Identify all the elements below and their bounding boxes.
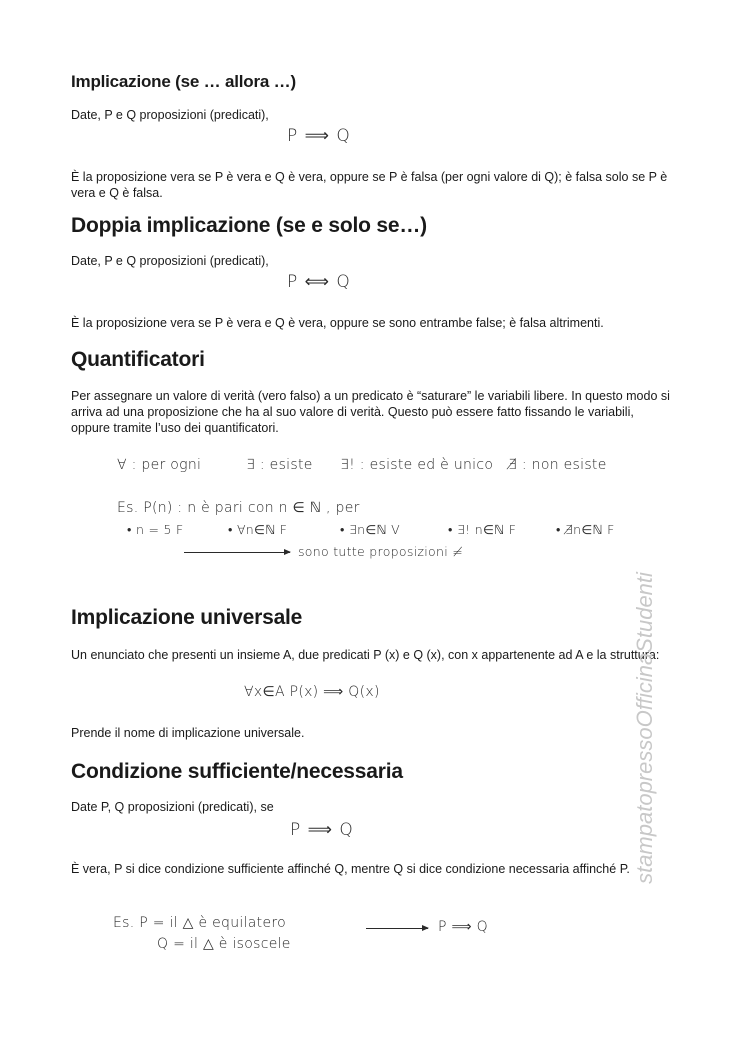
implicazione-formula: P ⟹ Q <box>287 126 351 146</box>
note-esiste: ∃ : esiste <box>246 457 313 473</box>
example-line-1: Es. P = il △ è equilatero <box>113 915 286 931</box>
watermark: stampatopressoOfficinaStudenti <box>632 572 657 884</box>
section-title-universale: Implicazione universale <box>71 606 303 629</box>
quantificatori-text: Per assegnare un valore di verità (vero falso) a un predicato è “saturare” le variabili libere. In questo modo si arriva ad una proposizione che ha al suo valore di verità. Questo può essere fatto fissando le variabili, oppure tramite l’uso dei quantificatori. <box>71 389 670 435</box>
implicazione-text: È la proposizione vera se P è vera e Q è vera, oppure se P è falsa (per ogni valore di Q); è falsa solo se P è vera e Q è falsa. <box>71 170 668 200</box>
condizione-intro: Date P, Q proposizioni (predicati), se <box>71 800 274 814</box>
note-item-3: • ∃n∈ℕ V <box>340 522 400 537</box>
note-esiste-unico: ∃! : esiste ed è unico <box>340 457 494 473</box>
section-title-quantificatori: Quantificatori <box>71 348 205 371</box>
section-title-doppia: Doppia implicazione (se e solo se…) <box>71 214 427 237</box>
note-non-esiste: ∄ : non esiste <box>508 457 607 473</box>
note-example-line: Es. P(n) : n è pari con n ∈ ℕ , per <box>117 500 360 516</box>
universale-formula: ∀x∈A P(x) ⟹ Q(x) <box>244 684 380 700</box>
universale-intro: Un enunciato che presenti un insieme A, due predicati P (x) e Q (x), con x appartenente ad A e la struttura: <box>71 648 660 662</box>
example-arrow-icon <box>366 928 428 929</box>
note-conclusion: sono tutte proposizioni ≠ <box>298 544 464 559</box>
note-per-ogni: ∀ : per ogni <box>117 457 202 473</box>
note-item-1: • n = 5 F <box>127 522 184 537</box>
universale-text: Prende il nome di implicazione universale. <box>71 726 305 740</box>
condizione-formula: P ⟹ Q <box>290 820 354 840</box>
doppia-text: È la proposizione vera se P è vera e Q è vera, oppure se sono entrambe false; è falsa altrimenti. <box>71 316 604 330</box>
example-line-2: Q = il △ è isoscele <box>157 936 291 952</box>
conclusion-arrow-icon <box>184 552 290 553</box>
section-title-implicazione: Implicazione (se … allora …) <box>71 72 296 91</box>
section-title-condizione: Condizione sufficiente/necessaria <box>71 760 403 783</box>
note-item-4: • ∃! n∈ℕ F <box>448 522 517 537</box>
note-item-5: • ∄n∈ℕ F <box>556 522 615 537</box>
doppia-formula: P ⟺ Q <box>287 272 351 292</box>
doppia-intro: Date, P e Q proposizioni (predicati), <box>71 254 269 268</box>
condizione-text: È vera, P si dice condizione sufficiente affinché Q, mentre Q si dice condizione necessaria affinché P. <box>71 862 630 876</box>
implicazione-intro: Date, P e Q proposizioni (predicati), <box>71 108 269 122</box>
example-result: P ⟹ Q <box>438 919 488 935</box>
note-item-2: • ∀n∈ℕ F <box>228 522 288 537</box>
